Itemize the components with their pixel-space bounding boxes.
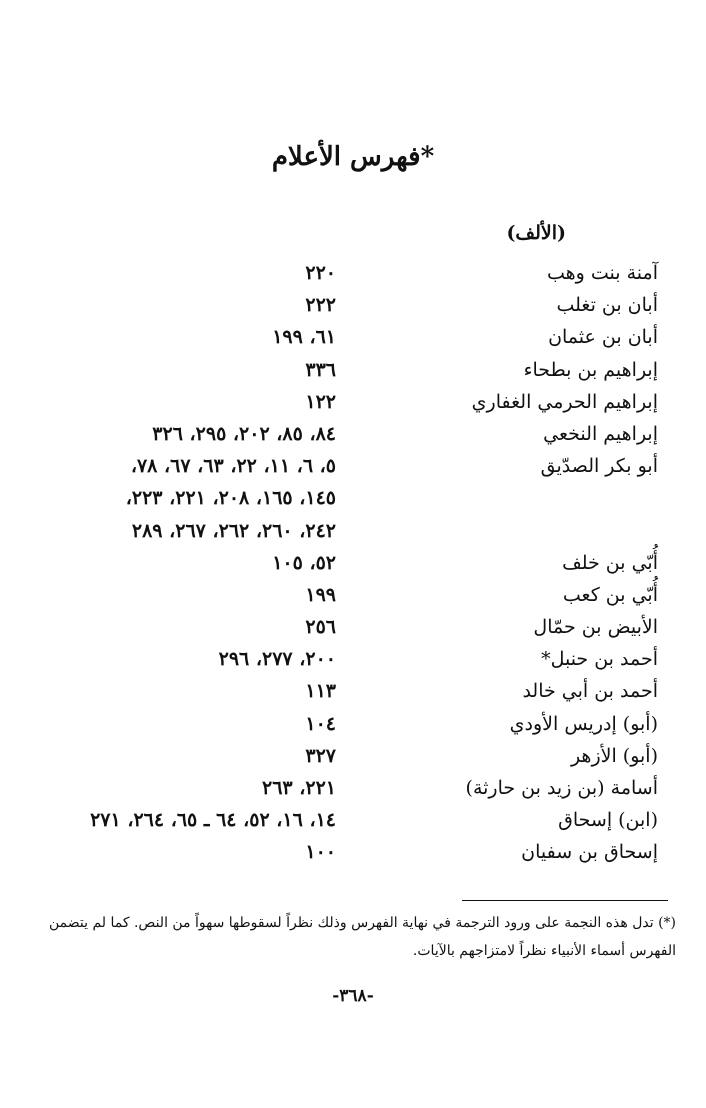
entry-pages: ٢٤٢، ٢٦٠، ٢٦٢، ٢٦٧، ٢٨٩	[131, 519, 336, 542]
entry-name: آمنة بنت وهب	[547, 262, 658, 284]
entry-pages: ٢٥٦	[305, 616, 336, 639]
entry-name: الأبيض بن حمّال	[533, 616, 658, 639]
section-heading: (الألف)	[506, 222, 566, 244]
entry-pages: ١٠٠	[305, 841, 336, 864]
entry-name: أحمد بن أبي خالد	[522, 680, 658, 703]
index-entry	[0, 777, 706, 809]
index-entry	[0, 841, 706, 873]
entry-name: (أبو) إدريس الأودي	[509, 712, 658, 735]
index-entry	[0, 680, 706, 712]
index-entry	[0, 487, 706, 519]
entry-pages: ٥، ٦، ١١، ٢٢، ٦٣، ٦٧، ٧٨،	[130, 455, 336, 478]
index-entry	[0, 423, 706, 455]
entry-pages: ٣٢٧	[305, 744, 336, 767]
index-entry	[0, 713, 706, 745]
entry-pages: ٢٢١، ٢٦٣	[262, 777, 336, 799]
index-entry	[0, 648, 706, 680]
index-entry	[0, 552, 706, 584]
entry-name: إبراهيم بن بطحاء	[523, 358, 658, 381]
entry-pages: ١٤، ١٦، ٥٢، ٦٤ ـ ٦٥، ٢٦٤، ٢٧١	[90, 809, 336, 832]
index-entry	[0, 584, 706, 616]
index-entry	[0, 391, 706, 423]
entry-pages: ١٢٢	[305, 390, 336, 413]
entry-name: (ابن) إسحاق	[558, 809, 658, 832]
entry-pages: ١٠٤	[305, 712, 336, 735]
page-number: -٣٦٨-	[332, 986, 374, 1006]
entry-pages: ٢٠٠، ٢٧٧، ٢٩٦	[218, 648, 336, 671]
entry-name: أبان بن تغلب	[556, 294, 658, 317]
entry-name: إبراهيم الحرمي الغفاري	[471, 390, 658, 413]
entry-pages: ١٩٩	[305, 583, 336, 606]
entry-pages: ١١٣	[305, 680, 336, 703]
entry-pages: ٣٣٦	[305, 358, 336, 381]
entry-name: أُبّي بن كعب	[562, 583, 658, 606]
entry-pages: ٦١، ١٩٩	[272, 326, 336, 349]
page-title: فهرس الأعلام*	[271, 142, 435, 172]
entry-name: أبان بن عثمان	[548, 326, 658, 349]
entry-pages: ٥٢، ١٠٥	[272, 551, 336, 574]
index-entry	[0, 294, 706, 326]
index-entry	[0, 809, 706, 841]
entry-name: أبو بكر الصدّيق	[540, 455, 658, 478]
entry-pages: ١٤٥، ١٦٥، ٢٠٨، ٢٢١، ٢٢٣،	[125, 487, 336, 510]
entry-name: أحمد بن حنبل*	[541, 648, 658, 671]
entry-name: إسحاق بن سفيان	[521, 841, 658, 864]
entry-pages: ٢٢٠	[305, 262, 336, 284]
entry-pages: ٢٢٢	[305, 294, 336, 317]
footnote-divider	[462, 900, 668, 901]
entry-name: إبراهيم النخعي	[543, 422, 658, 445]
index-entries	[0, 262, 706, 874]
index-entry	[0, 359, 706, 391]
entry-name: (أبو) الأزهر	[570, 744, 658, 767]
index-entry	[0, 745, 706, 777]
index-entry	[0, 455, 706, 487]
footnote: (*) تدل هذه النجمة على ورود الترجمة في نهاية الفهرس وذلك نظراً لسقوطها سهواً من النص. كما لم يتضمن الفهرس أسماء الأنبياء نظراً لامتزاجهم بالآيات.	[49, 915, 676, 959]
entry-pages: ٨٤، ٨٥، ٢٠٢، ٢٩٥، ٣٢٦	[152, 422, 336, 445]
entry-name: أسامة (بن زيد بن حارثة)	[465, 777, 658, 799]
index-entry	[0, 616, 706, 648]
index-entry	[0, 326, 706, 358]
index-entry	[0, 520, 706, 552]
index-entry	[0, 262, 706, 294]
entry-name: أُبّي بن خلف	[562, 551, 658, 574]
